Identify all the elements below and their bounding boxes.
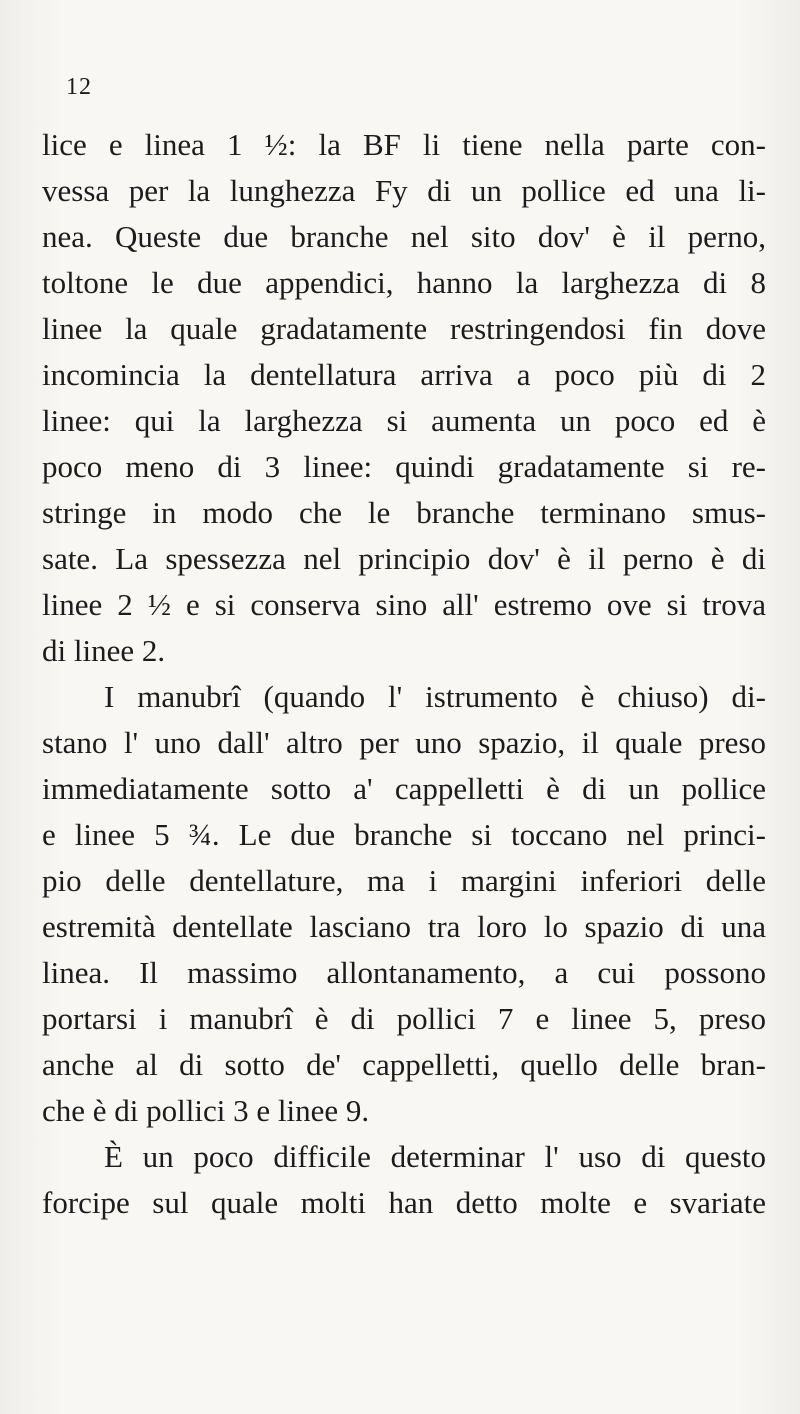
text-line: estremità dentellate lasciano tra loro lo spazio di una <box>42 909 766 944</box>
body-text <box>42 122 766 1226</box>
text-line: linee la quale gradatamente restringendosi fin dove <box>42 311 766 346</box>
text-line: stringe in modo che le branche terminano smus- <box>42 495 766 530</box>
text-line: lice e linea 1 ½: la BF li tiene nella parte con- <box>42 127 766 162</box>
text-line: linea. Il massimo allontanamento, a cui possono <box>42 955 766 990</box>
text-line: immediatamente sotto a' cappelletti è di un pollice <box>42 771 766 806</box>
text-line: sate. La spessezza nel principio dov' è il perno è di <box>42 541 766 576</box>
text-line: anche al di sotto de' cappelletti, quello delle bran- <box>42 1047 766 1082</box>
text-line: forcipe sul quale molti han detto molte e svariate <box>42 1185 766 1220</box>
text-line: vessa per la lunghezza Fy di un pollice ed una li- <box>42 173 766 208</box>
page-number: 12 <box>66 74 92 100</box>
text-line: nea. Queste due branche nel sito dov' è il perno, <box>42 219 766 254</box>
text-line: È un poco difficile determinar l' uso di questo <box>104 1139 766 1174</box>
text-line: incomincia la dentellatura arriva a poco più di 2 <box>42 357 766 392</box>
text-line: poco meno di 3 linee: quindi gradatamente si re- <box>42 449 766 484</box>
text-line: e linee 5 ¾. Le due branche si toccano nel princi- <box>42 817 766 852</box>
text-line: di linee 2. <box>42 633 166 668</box>
text-line: portarsi i manubrî è di pollici 7 e linee 5, preso <box>42 1001 766 1036</box>
text-line: toltone le due appendici, hanno la larghezza di 8 <box>42 265 766 300</box>
text-line: linee 2 ½ e si conserva sino all' estremo ove si trova <box>42 587 766 622</box>
text-line: che è di pollici 3 e linee 9. <box>42 1093 370 1128</box>
text-line: stano l' uno dall' altro per uno spazio, il quale preso <box>42 725 766 760</box>
text-line: pio delle dentellature, ma i margini inferiori delle <box>42 863 766 898</box>
text-line: I manubrî (quando l' istrumento è chiuso) di- <box>104 679 766 714</box>
text-line: linee: qui la larghezza si aumenta un poco ed è <box>42 403 766 438</box>
